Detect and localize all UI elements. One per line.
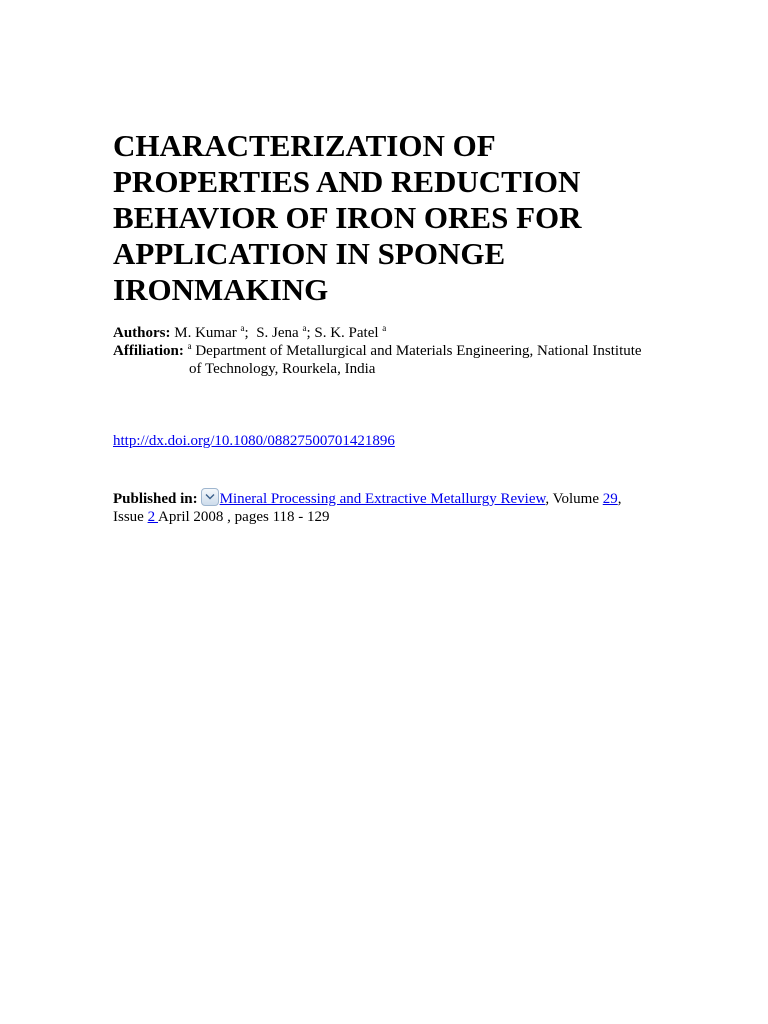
doi-line — [113, 432, 395, 450]
affiliation-label: Affiliation: — [113, 343, 184, 359]
author-name: S. Jena — [256, 325, 299, 341]
title-line: IRONMAKING — [113, 272, 329, 307]
author-affiliation-mark: a — [302, 323, 307, 333]
authors-label: Authors: — [113, 325, 171, 341]
affiliation-block — [113, 342, 673, 378]
doi-link[interactable]: http://dx.doi.org/10.1080/08827500701421896 — [113, 433, 395, 449]
affiliation-mark: a — [187, 341, 192, 351]
published-label: Published in: — [113, 491, 198, 507]
title-line: CHARACTERIZATION OF — [113, 128, 496, 163]
author-separator: ; — [306, 325, 315, 341]
volume-comma: , — [617, 491, 622, 507]
publication-info — [113, 488, 673, 526]
volume-link[interactable]: 29 — [602, 491, 618, 507]
paper-title — [113, 128, 673, 308]
author-separator: ; — [244, 325, 257, 341]
affiliation-text-line2: of Technology, Rourkela, India — [189, 361, 376, 377]
title-line: PROPERTIES AND REDUCTION — [113, 164, 581, 199]
author-affiliation-mark: a — [382, 323, 387, 333]
author-name: S. K. Patel — [314, 325, 379, 341]
dropdown-chevron-icon[interactable] — [201, 488, 219, 506]
affiliation-text-line1: Department of Metallurgical and Materials Engineering, National Institute — [195, 343, 642, 359]
title-line: BEHAVIOR OF IRON ORES FOR — [113, 200, 582, 235]
author-affiliation-mark: a — [240, 323, 245, 333]
volume-prefix: , Volume — [545, 491, 603, 507]
paper-metadata — [113, 324, 673, 378]
date-pages: April 2008 , pages 118 - 129 — [158, 509, 330, 525]
title-line: APPLICATION IN SPONGE — [113, 236, 506, 271]
journal-link[interactable]: Mineral Processing and Extractive Metallurgy Review — [219, 491, 546, 507]
issue-prefix: Issue — [113, 509, 148, 525]
authors-line — [113, 324, 673, 342]
author-name: M. Kumar — [174, 325, 237, 341]
issue-link[interactable]: 2 — [147, 509, 159, 525]
